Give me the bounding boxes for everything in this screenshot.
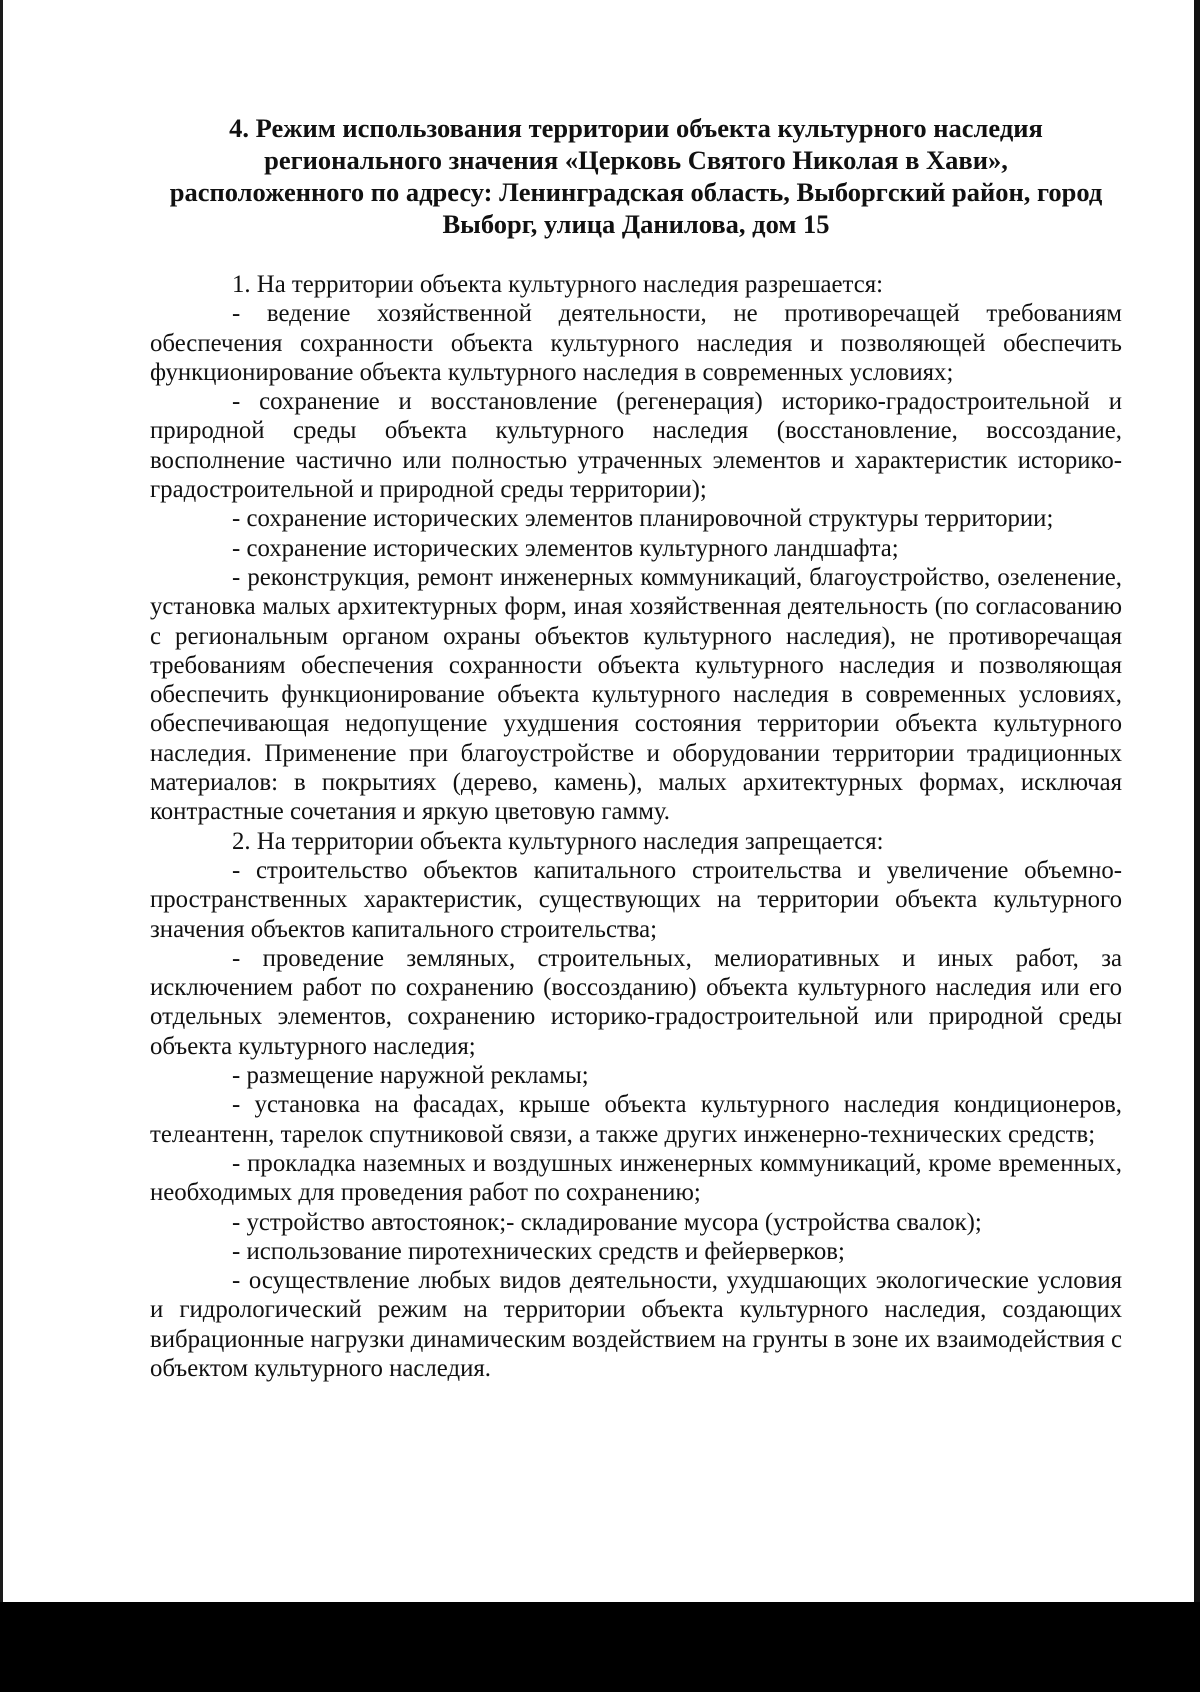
prohibited-item: - проведение земляных, строительных, мелиоративных и иных работ, за исключением работ по сохранению (воссозданию) объекта культурного наследия или его отдельных элементов, сохранению историко-градостроительной или природной среды объекта культурного наследия;	[150, 944, 1122, 1060]
permitted-item: - сохранение исторических элементов планировочной структуры территории;	[232, 505, 1054, 533]
permitted-item: - сохранение и восстановление (регенерация) историко-градостроительной и природной среды объекта культурного наследия (восстановление, воссоздание, восполнение частично или полностью утраченных элементов и характеристик историко-градостроительной и природной среды территории);	[150, 388, 1122, 504]
scan-right-edge	[1194, 0, 1200, 1692]
section-heading	[150, 112, 1122, 240]
heading-line: Выборг, улица Данилова, дом 15	[442, 209, 830, 239]
permitted-intro: 1. На территории объекта культурного наследия разрешается:	[232, 271, 884, 298]
prohibited-item: - осуществление любых видов деятельности, ухудшающих экологические условия и гидрологический режим на территории объекта культурного наследия, создающих вибрационные нагрузки динамическим воздействием на грунты в зоне их взаимодействия с объектом культурного наследия.	[150, 1267, 1122, 1382]
prohibited-item: - строительство объектов капитального строительства и увеличение объемно-пространственных характеристик, существующих на территории объекта культурного значения объектов капитального строительства;	[150, 856, 1122, 943]
prohibited-item: - устройство автостоянок;- складирование мусора (устройства свалок);	[232, 1208, 982, 1236]
scan-bottom-band	[0, 1602, 1200, 1692]
prohibited-intro: 2. На территории объекта культурного наследия запрещается:	[232, 827, 884, 855]
permitted-item: - ведение хозяйственной деятельности, не противоречащей требованиям обеспечения сохранности объекта культурного наследия и позволяющей обеспечить функционирование объекта культурного наследия в современных условиях;	[150, 300, 1122, 386]
prohibited-item: - установка на фасадах, крыше объекта культурного наследия кондиционеров, телеантенн, тарелок спутниковой связи, а также других инженерно-технических средств;	[150, 1091, 1122, 1148]
heading-line: регионального значения «Церковь Святого Николая в Хави»,	[264, 145, 1008, 175]
prohibited-item: - размещение наружной рекламы;	[232, 1062, 589, 1090]
heading-line: расположенного по адресу: Ленинградская область, Выборгский район, город	[169, 177, 1103, 207]
heading-line: 4. Режим использования территории объекта культурного наследия	[229, 113, 1043, 143]
prohibited-item: - использование пиротехнических средств и фейерверков;	[232, 1237, 845, 1265]
permitted-item: - сохранение исторических элементов культурного ландшафта;	[232, 534, 899, 562]
scan-left-edge	[0, 0, 3, 1692]
permitted-item: - реконструкция, ремонт инженерных коммуникаций, благоустройство, озеленение, установка малых архитектурных форм, иная хозяйственная деятельность (по согласованию с региональным органом охраны объектов культурного наследия), не противоречащая требованиям обеспечения сохранности объекта культурного наследия и позволяющая обеспечить функционирование объекта культурного наследия в современных условиях, обеспечивающая недопущение ухудшения состояния территории объекта культурного наследия. Применение при благоустройстве и оборудовании территории традиционных материалов: в покрытиях (дерево, камень), малых архитектурных формах, исключая контрастные сочетания и яркую цветовую гамму.	[150, 563, 1122, 826]
document-page	[150, 112, 1122, 1383]
prohibited-item: - прокладка наземных и воздушных инженерных коммуникаций, кроме временных, необходимых для проведения работ по сохранению;	[150, 1149, 1122, 1207]
